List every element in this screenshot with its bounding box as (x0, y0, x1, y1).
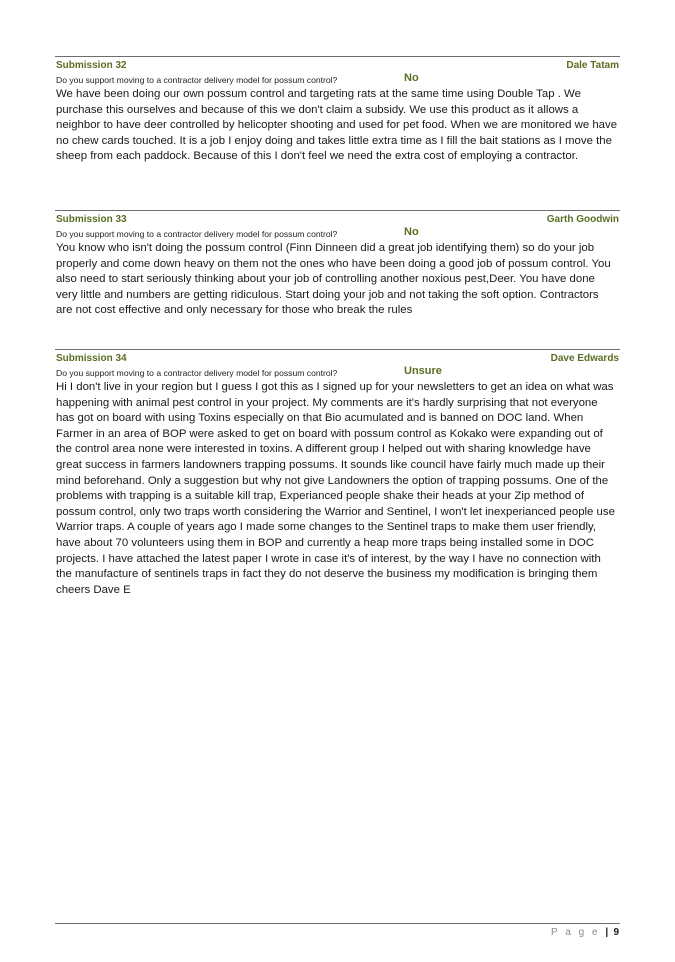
submission-number: Submission 34 (56, 353, 127, 364)
submission-body: We have been doing our own possum control and targeting rats at the same time using Double Tap . We purchase this ourselves and because of this we don't claim a subsidy. We use this product as it allows a neighbor to have deer controlled by helicopter shooting and used for pet food. When we are monitored we have no chew cards touched. It is a job I enjoy doing and takes little extra time as I fill the bait stations as I move the sheep from each paddock. Because of this I don't feel we need the extra cost of employing a contractor. (56, 88, 618, 163)
submission-33 (55, 210, 620, 319)
page-footer (551, 927, 619, 938)
question-row (55, 227, 620, 241)
submission-number: Submission 32 (56, 60, 127, 71)
page-number: 9 (613, 927, 619, 938)
answer: Unsure (404, 365, 442, 377)
question-row (55, 366, 620, 380)
answer: No (404, 226, 419, 238)
page-separator: | (605, 927, 609, 938)
submission-header (55, 349, 620, 366)
submission-body: Hi I don't live in your region but I guess I got this as I signed up for your newsletters to get an idea on what was happening with animal pest control in your project. My comments are it's hardly surprising that not everyone has got on board with using Toxins especially on that Bio acumulated and is banned on DOC land. When Farmer in an area of BOP were asked to get on board with possum control as Kokako were expanding out of the control area none were interested in toxins. A different group I helped out with sharing knowledge have great success in farmers landowners trapping possums. It sounds like council have fairly much made up their mind beforehand. Only a suggestion but why not give Landowners the option of trapping possums. One of the problems with trapping is a suitable kill trap, Experianced people shake their heads at your Zip method of possum control, only two traps worth considering the Warrior and Sentinel, I won't let inexperianced people use Warrior traps. A couple of years ago I made some changes to the Sentinel traps to make them user friendly, have about 70 volunteers using them in BOP and currently a heap more traps being installed some in DOC projects. I have attached the latest paper I wrote in case it's of interest, by the way I have no connection with the manufacture of sentinels traps in fact they do not deserve the business my modification is bringing them cheers Dave E (56, 381, 615, 596)
submission-32 (55, 56, 620, 165)
footer-divider (55, 923, 620, 924)
question-text: Do you support moving to a contractor delivery model for possum control? (56, 229, 338, 239)
question-text: Do you support moving to a contractor delivery model for possum control? (56, 75, 338, 85)
submission-header (55, 56, 620, 73)
question-row (55, 73, 620, 87)
submission-body: You know who isn't doing the possum control (Finn Dinneen did a great job identifying them) so do your job properly and come down heavy on them not the ones who have been doing a good job of possum control. You also need to start seriously thinking about your job of controlling another noxious pest,Deer. You have done very little and numbers are getting ridiculous. Start doing your job and not taking the soft option. Contractors are not cost effective and only necessary for those who break the rules (56, 242, 611, 317)
submission-34 (55, 349, 620, 598)
page-label: P a g e (551, 927, 601, 938)
answer: No (404, 72, 419, 84)
submission-number: Submission 33 (56, 214, 127, 225)
question-text: Do you support moving to a contractor delivery model for possum control? (56, 368, 338, 378)
submission-author: Garth Goodwin (546, 214, 619, 225)
submission-author: Dave Edwards (550, 353, 619, 364)
submission-author: Dale Tatam (566, 60, 619, 71)
submission-header (55, 210, 620, 227)
